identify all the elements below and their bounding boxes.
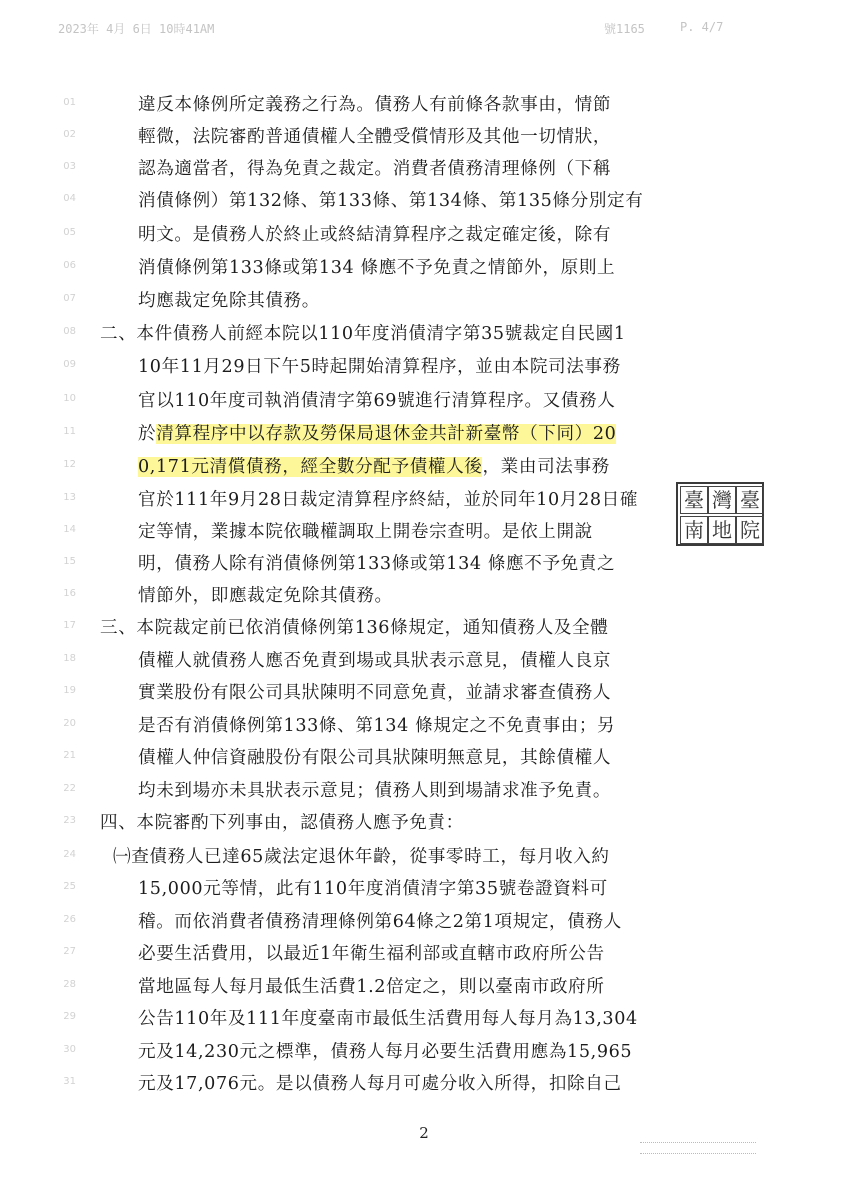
text-line <box>0 284 848 318</box>
line-number: 24 <box>63 849 76 860</box>
line-number: 21 <box>63 750 76 761</box>
line-text: 明文。是債務人於終止或終結清算程序之裁定確定後，除有 <box>138 225 612 245</box>
line-number: 29 <box>63 1011 76 1022</box>
line-number: 28 <box>63 979 76 990</box>
text-line <box>0 937 848 971</box>
line-number: 10 <box>63 393 76 404</box>
text-line <box>0 644 848 678</box>
text-line <box>0 251 848 285</box>
line-number: 12 <box>63 459 76 470</box>
court-seal-stamp <box>676 482 764 546</box>
text-line <box>0 1067 848 1101</box>
text-line <box>0 806 848 840</box>
text-line <box>0 774 848 808</box>
line-text: 10年11月29日下午5時起開始清算程序，並由本院司法事務 <box>138 357 621 377</box>
line-number: 15 <box>63 556 76 567</box>
line-text: 違反本條例所定義務之行為。債務人有前條各款事由，情節 <box>138 95 612 115</box>
line-text: 認為適當者，得為免責之裁定。消費者債務清理條例（下稱 <box>138 159 612 179</box>
line-text: 輕微，法院審酌普通債權人全體受償情形及其他一切情狀， <box>138 127 612 147</box>
text-line <box>0 1035 848 1069</box>
text-line <box>0 970 848 1004</box>
text-line <box>0 317 848 351</box>
line-number: 26 <box>63 914 76 925</box>
text-line <box>0 905 848 939</box>
line-text: 四、本院審酌下列事由，認債務人應予免責： <box>100 813 464 833</box>
highlighted-text: 0,171元清償債務，經全數分配予債權人後 <box>138 457 483 477</box>
line-text: 均未到場亦未具狀表示意見；債務人則到場請求准予免責。 <box>138 781 612 801</box>
line-number: 30 <box>63 1044 76 1055</box>
line-number: 03 <box>63 161 76 172</box>
line-number: 16 <box>63 588 76 599</box>
stamp-char: 院 <box>736 516 764 544</box>
stamp-char: 地 <box>708 516 736 544</box>
text-line <box>0 384 848 418</box>
stamp-char: 南 <box>680 516 708 544</box>
text-line <box>0 218 848 252</box>
line-text: 稽。而依消費者債務清理條例第64條之2第1項規定，債務人 <box>138 912 622 932</box>
line-text: 定等情，業據本院依職權調取上開卷宗查明。是依上開說 <box>138 522 593 542</box>
highlighted-text: 清算程序中以存款及勞保局退休金共計新臺幣（下同）20 <box>156 424 617 444</box>
line-text: 元及14,230元之標準，債務人每月必要生活費用應為15,965 <box>138 1042 633 1062</box>
line-number: 07 <box>63 293 76 304</box>
text-line <box>0 350 848 384</box>
line-text: 是否有消債條例第133條、第134 條規定之不免責事由；另 <box>138 716 616 736</box>
text-line <box>0 184 848 218</box>
text-line <box>0 88 848 122</box>
text-line <box>0 152 848 186</box>
line-text: 明，債務人除有消債條例第133條或第134 條應不予免責之 <box>138 554 616 574</box>
fax-timestamp: 2023年 4月 6日 10時41AM <box>58 22 215 36</box>
line-number: 14 <box>63 524 76 535</box>
fax-header <box>0 20 848 40</box>
line-text: 消債條例）第132條、第133條、第134條、第135條分別定有 <box>138 191 644 211</box>
line-number: 05 <box>63 227 76 238</box>
text-line <box>0 1002 848 1036</box>
line-number: 18 <box>63 653 76 664</box>
line-text: 情節外，即應裁定免除其債務。 <box>138 586 393 606</box>
text-line <box>0 417 848 451</box>
fax-number: 號1165 <box>604 22 645 36</box>
text-line <box>0 676 848 710</box>
text-line <box>0 120 848 154</box>
line-number: 19 <box>63 685 76 696</box>
line-text: 公告110年及111年度臺南市最低生活費用每人每月為13,304 <box>138 1009 638 1029</box>
line-text: 實業股份有限公司具狀陳明不同意免責，並請求審查債務人 <box>138 683 612 703</box>
line-text <box>138 421 616 447</box>
line-number: 27 <box>63 946 76 957</box>
line-number: 25 <box>63 881 76 892</box>
text-line <box>0 741 848 775</box>
line-number: 09 <box>63 359 76 370</box>
line-text: 15,000元等情，此有110年度消債清字第35號卷證資料可 <box>138 879 608 899</box>
text-line <box>0 709 848 743</box>
line-text: 均應裁定免除其債務。 <box>138 291 320 311</box>
line-number: 11 <box>63 426 76 437</box>
text-line <box>0 611 848 645</box>
line-number: 31 <box>63 1076 76 1087</box>
line-number: 13 <box>63 492 76 503</box>
line-text: 必要生活費用，以最近1年衛生福利部或直轄市政府所公告 <box>138 944 605 964</box>
line-text-segment: 於 <box>138 424 157 444</box>
line-number: 02 <box>63 129 76 140</box>
text-line <box>0 450 848 484</box>
text-line <box>0 840 848 874</box>
text-line <box>0 579 848 613</box>
line-text: 官以110年度司執消債清字第69號進行清算程序。又債務人 <box>138 391 616 411</box>
fax-page: P. 4/7 <box>680 20 724 34</box>
line-text: 債權人仲信資融股份有限公司具狀陳明無意見，其餘債權人 <box>138 748 612 768</box>
line-number: 04 <box>63 193 76 204</box>
line-number: 17 <box>63 620 76 631</box>
line-number: 08 <box>63 326 76 337</box>
line-text: 債權人就債務人應否免責到場或具狀表示意見，債權人良京 <box>138 651 612 671</box>
stamp-char: 臺 <box>680 486 708 514</box>
stamp-char: 臺 <box>736 486 764 514</box>
line-text: 官於111年9月28日裁定清算程序終結，並於同年10月28日確 <box>138 490 639 510</box>
line-text <box>138 454 610 480</box>
line-number: 20 <box>63 718 76 729</box>
text-line <box>0 872 848 906</box>
line-text-segment: ，業由司法事務 <box>482 457 610 477</box>
page-number: 2 <box>419 1124 429 1142</box>
line-number: 06 <box>63 260 76 271</box>
stamp-char: 灣 <box>708 486 736 514</box>
line-text: 元及17,076元。是以債務人每月可處分收入所得，扣除自己 <box>138 1074 622 1094</box>
line-text: 三、本院裁定前已依消債條例第136條規定，通知債務人及全體 <box>100 618 609 638</box>
line-text: ㈠查債務人已達65歲法定退休年齡，從事零時工，每月收入約 <box>113 847 610 867</box>
line-number: 23 <box>63 815 76 826</box>
line-text: 當地區每人每月最低生活費1.2倍定之，則以臺南市政府所 <box>138 977 605 997</box>
text-line <box>0 547 848 581</box>
line-text: 二、本件債務人前經本院以110年度消債清字第35號裁定自民國1 <box>100 324 626 344</box>
line-number: 01 <box>63 97 76 108</box>
footer-document-code <box>640 1142 756 1154</box>
line-number: 22 <box>63 783 76 794</box>
line-text: 消債條例第133條或第134 條應不予免責之情節外，原則上 <box>138 258 616 278</box>
